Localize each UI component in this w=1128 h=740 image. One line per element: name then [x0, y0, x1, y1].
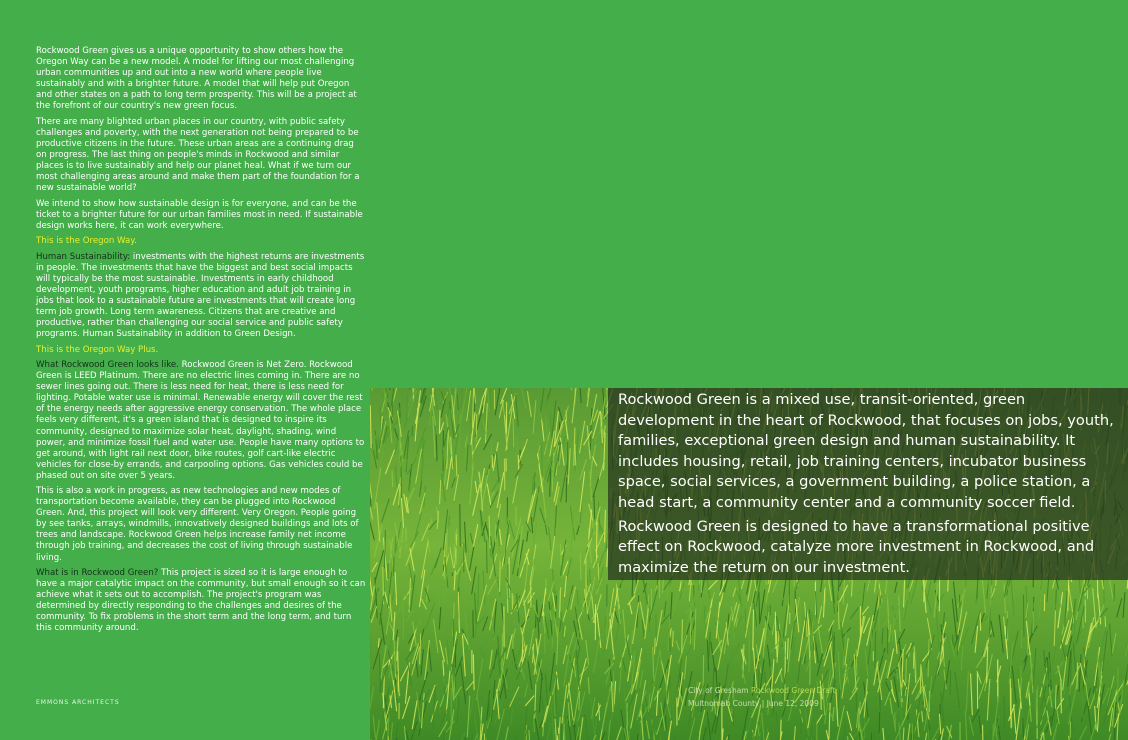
overlay-impact-paragraph: Rockwood Green is designed to have a transformational positive effect on Rockwood, catalyze more investment in Rockwood, and maximize the return on our investment.: [618, 517, 1095, 576]
what-is-in-lead: What is in Rockwood Green?: [36, 568, 159, 579]
what-is-in-body: This project is sized so it is large enough to have a major catalytic impact on the community, but small enough so it can achieve what it sets out to accomplish. The project's program was determined by directly responding to the challenges and desires of the community. To fix problems in the short term and the long term, and turn this community around.: [36, 568, 366, 634]
human-sustainability-paragraph: [36, 252, 366, 340]
human-sustainability-lead: Human Sustainability:: [36, 251, 131, 262]
what-is-in-paragraph: [36, 568, 366, 634]
photo-caption: [688, 684, 835, 710]
oregon-way-plus-tagline: This is the Oregon Way Plus.: [36, 344, 159, 355]
intro-paragraph: Rockwood Green gives us a unique opportunity to show others how the Oregon Way can be a new model. A model for lifting our most challenging urban communities up and out into a new world where people live sustainably and with a brighter future. A model that will help put Oregon and other states on a path to long term prosperity. This will be a project at the forefront of our country's new green focus.: [36, 46, 357, 112]
oregon-way-tagline: This is the Oregon Way.: [36, 236, 137, 247]
caption-city: City of Gresham: [688, 686, 749, 695]
overlay-summary-paragraph: Rockwood Green is a mixed use, transit-oriented, green development in the heart of Rockwood, that focuses on jobs, youth, families, exceptional green design and human sustainability. It includes housing, retail, job training centers, incubator business space, social services, a government building, a police station, a head start, a community center and a community soccer field.: [618, 391, 1114, 511]
caption-line-1: [688, 684, 835, 697]
body-text-column: [36, 46, 366, 639]
footer-brand: EMMONS ARCHITECTS: [36, 699, 120, 706]
sustainable-design-paragraph: We intend to show how sustainable design is for everyone, and can be the ticket to a brighter future for our urban families most in need. If sustainable design works here, it can work everywhere.: [36, 198, 363, 231]
looks-like-lead: What Rockwood Green looks like.: [36, 360, 179, 371]
human-sustainability-body: investments with the highest returns are investments in people. The investments that have the biggest and best social impacts will typically be the most sustainable. Investments in early childhood development, youth programs, higher education and adult job training in jobs that look to a sustainable future are investments that will create long term job growth. Long term awareness. Citizens that are creative and productive, rather than challenging our social service and public safety programs. Human Sustainablity in addition to Green Design.: [36, 251, 365, 340]
looks-like-paragraph: [36, 360, 366, 482]
caption-line-2: Multnomah County | June 12, 2009: [688, 699, 819, 708]
overlay-text: [618, 390, 1118, 581]
blight-paragraph: There are many blighted urban places in our country, with public safety challenges and poverty, with the next generation not being prepared to be productive citizens in the future. These urban areas are a continuing drag on progress. The last thing on people's minds in Rockwood and similar places is to live sustainably and help our planet heal. What if we turn our most challenging areas around and make them part of the foundation for a new sustainable world?: [36, 116, 360, 194]
looks-like-body: Rockwood Green is Net Zero. Rockwood Green is LEED Platinum. There are no electric lines coming in. There are no sewer lines going out. There is less need for heat, there is less need for lighting. Potable water use is minimal. Renewable energy will cover the rest of the energy needs after aggressive energy conservation. The whole place feels very different, it's a green island that is designed to inspire its community, designed to maximize solar heat, daylight, shading, wind power, and minimize fossil fuel and water use. People have many options to get around, with light rail next door, bike routes, golf cart-like electric vehicles for close-by errands, and carpooling options. Gas vehicles could be phased out on site over 5 years.: [36, 360, 365, 481]
work-in-progress-paragraph: This is also a work in progress, as new technologies and new modes of transportation become available, they can be plugged into Rockwood Green. And, this project will look very different. Very Oregon. People going by see tanks, arrays, windmills, innovatively designed buildings and lots of trees and landscape. Rockwood Green helps increase family net income through job training, and decreases the cost of living through sustainable living.: [36, 486, 359, 563]
caption-project: Rockwood Green Draft: [751, 686, 836, 695]
